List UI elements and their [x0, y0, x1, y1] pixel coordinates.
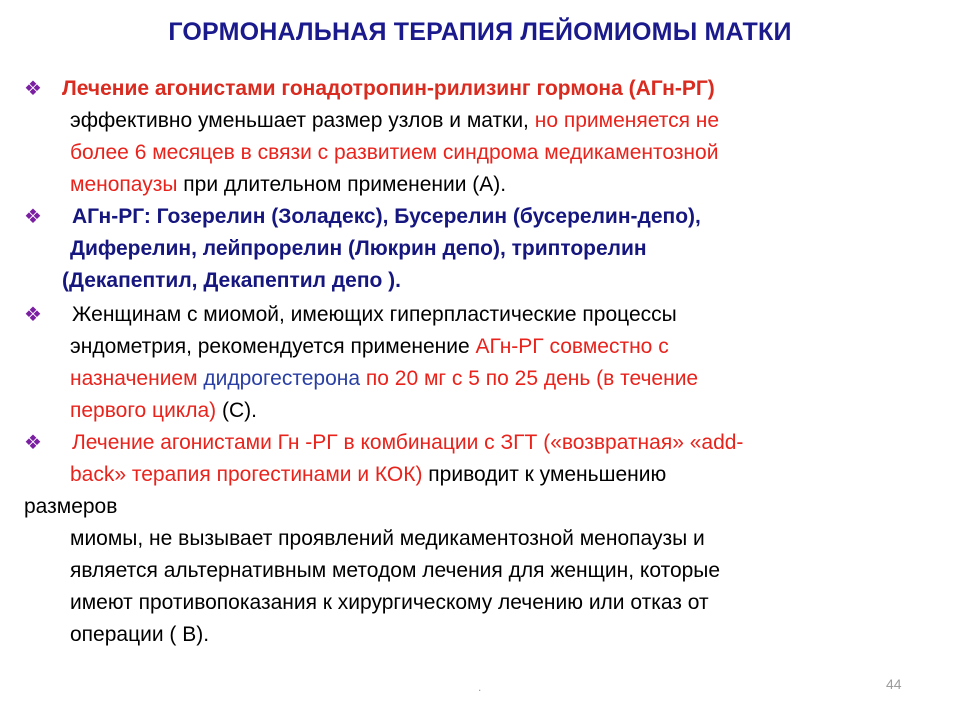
b3-line4: первого цикла) (С). — [70, 399, 257, 422]
b2-line2: Диферелин, лейпрорелин (Люкрин депо), трипторелин — [70, 237, 647, 260]
b1-line2: эффективно уменьшает размер узлов и матки, но применяется не — [70, 109, 720, 132]
b4-line6: имеют противопоказания к хирургическому лечению или отказ от — [70, 591, 709, 614]
bullet-diamond-icon: ❖ — [24, 206, 42, 228]
b2-line3: (Декапептил, Декапептил депо ). — [62, 269, 402, 292]
b4-line1: Лечение агонистами Гн -РГ в комбинации с ЗГТ («возвратная» «add- — [72, 431, 744, 454]
b4-line4: миомы, не вызывает проявлений медикаментозной менопаузы и — [70, 527, 705, 550]
slide-title: ГОРМОНАЛЬНАЯ ТЕРАПИЯ ЛЕЙОМИОМЫ МАТКИ — [168, 18, 792, 46]
b4-line2: back» терапия прогестинами и КОК) приводит к уменьшению — [70, 463, 667, 486]
b1-line3: более 6 месяцев в связи с развитием синдрома медикаментозной — [70, 141, 719, 164]
page-number: 44 — [886, 676, 902, 692]
b4-line3: размеров — [24, 495, 118, 518]
b1-line4: менопаузы при длительном применении (А). — [70, 173, 507, 196]
b3-line3: назначением дидрогестерона по 20 мг с 5 по 25 день (в течение — [70, 367, 699, 390]
b4-line7: операции ( В). — [70, 623, 210, 646]
b2-line1: АГн-РГ: Гозерелин (Золадекс), Бусерелин (бусерелин-депо), — [72, 205, 701, 228]
b3-line2: эндометрия, рекомендуется применение АГн-РГ совместно с — [70, 335, 669, 358]
b4-line5: является альтернативным методом лечения для женщин, которые — [70, 559, 721, 582]
b1-line1: Лечение агонистами гонадотропин-рилизинг гормона (АГн-РГ) — [62, 77, 715, 100]
bullet-diamond-icon: ❖ — [24, 432, 42, 454]
footer-dot: . — [478, 680, 482, 694]
bullet-diamond-icon: ❖ — [24, 304, 42, 326]
bullet-diamond-icon: ❖ — [24, 78, 42, 100]
b3-line1: Женщинам с миомой, имеющих гиперпластические процессы — [72, 303, 677, 326]
